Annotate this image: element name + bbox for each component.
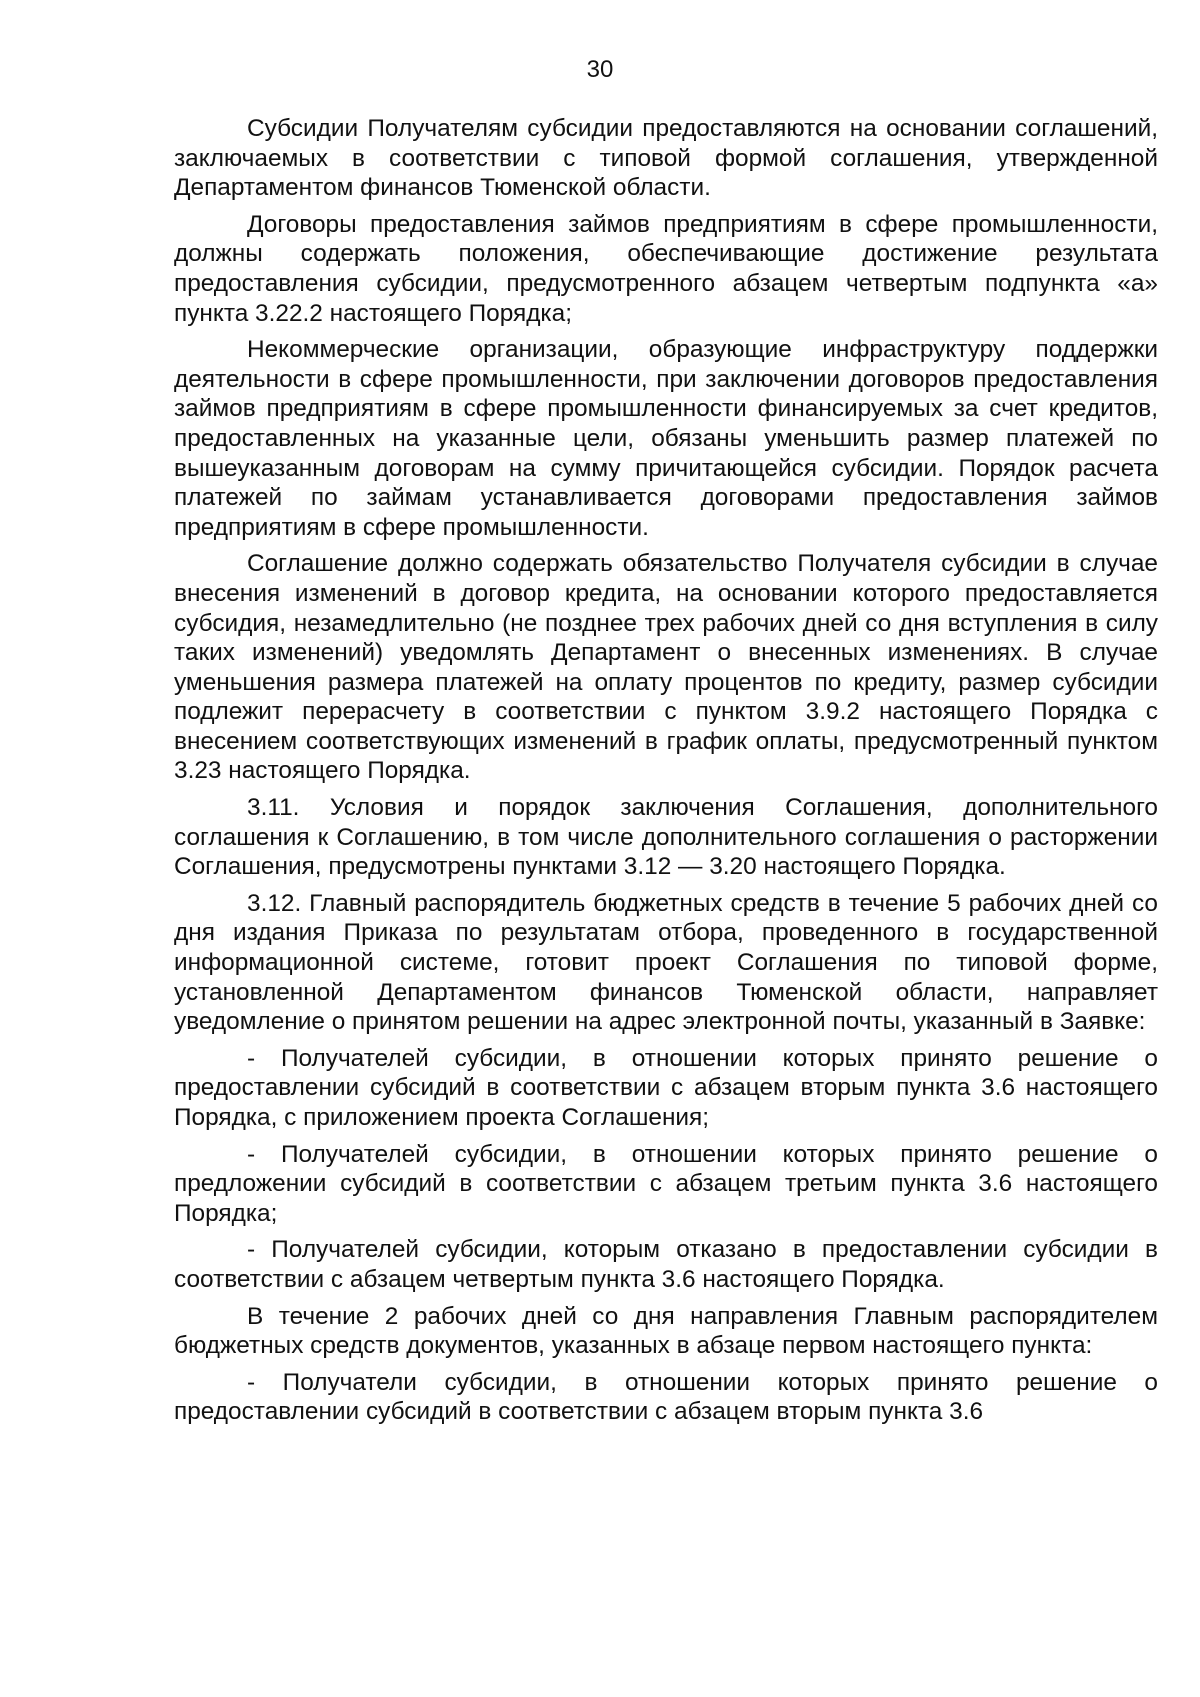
- paragraph-subsidy-agreements: Субсидии Получателям субсидии предоставляются на основании соглашений, заключаемых в соответствии с типовой формой соглашения, утвержденной Департаментом финансов Тюменской области.: [174, 115, 1158, 202]
- list-item-approved-recipients: - Получателей субсидии, в отношении которых принято решение о предоставлении субсидий в соответствии с абзацем вторым пункта 3.6 настоящего Порядка, с приложением проекта Соглашения;: [174, 1044, 1158, 1131]
- document-body: [174, 114, 1158, 1434]
- paragraph-non-commercial-organizations: Некоммерческие организации, образующие инфраструктуру поддержки деятельности в сфере промышленности, при заключении договоров предоставления займов предприятиям в сфере промышленности финансируемых за счет кредитов, предоставленных на указанные цели, обязаны уменьшить размер платежей по вышеуказанным договорам на сумму причитающейся субсидии. Порядок расчета платежей по займам устанавливается договорами предоставления займов предприятиям в сфере промышленности.: [174, 336, 1158, 541]
- paragraph-3-12: 3.12. Главный распорядитель бюджетных средств в течение 5 рабочих дней со дня издания Приказа по результатам отбора, проведенного в государственной информационной системе, готовит проект Соглашения по типовой форме, установленной Департаментом финансов Тюменской области, направляет уведомление о принятом решении на адрес электронной почты, указанный в Заявке:: [174, 889, 1158, 1036]
- list-item-proposed-recipients: - Получателей субсидии, в отношении которых принято решение о предложении субсидий в соответствии с абзацем третьим пункта 3.6 настоящего Порядка;: [174, 1140, 1158, 1227]
- paragraph-3-11: 3.11. Условия и порядок заключения Соглашения, дополнительного соглашения к Соглашению, в том числе дополнительного соглашения о расторжении Соглашения, предусмотрены пунктами 3.12 — 3.20 настоящего Порядка.: [174, 794, 1158, 881]
- paragraph-two-working-days: В течение 2 рабочих дней со дня направления Главным распорядителем бюджетных средств документов, указанных в абзаце первом настоящего пункта:: [174, 1302, 1158, 1360]
- list-item-recipients-continued: - Получатели субсидии, в отношении которых принято решение о предоставлении субсидий в соответствии с абзацем вторым пункта 3.6: [174, 1368, 1158, 1426]
- list-item-refused-recipients: - Получателей субсидии, которым отказано в предоставлении субсидии в соответствии с абзацем четвертым пункта 3.6 настоящего Порядка.: [174, 1236, 1158, 1293]
- paragraph-loan-contracts: Договоры предоставления займов предприятиям в сфере промышленности, должны содержать положения, обеспечивающие достижение результата предоставления субсидии, предусмотренного абзацем четвертым подпункта «а» пункта 3.22.2 настоящего Порядка;: [174, 210, 1158, 327]
- paragraph-agreement-obligation: Соглашение должно содержать обязательство Получателя субсидии в случае внесения изменений в договор кредита, на основании которого предоставляется субсидия, незамедлительно (не позднее трех рабочих дней со дня вступления в силу таких изменений) уведомлять Департамент о внесенных изменениях. В случае уменьшения размера платежей на оплату процентов по кредиту, размер субсидии подлежит перерасчету в соответствии с пунктом 3.9.2 настоящего Порядка с внесением соответствующих изменений в график оплаты, предусмотренный пунктом 3.23 настоящего Порядка.: [174, 550, 1158, 785]
- page-number: 30: [586, 56, 614, 83]
